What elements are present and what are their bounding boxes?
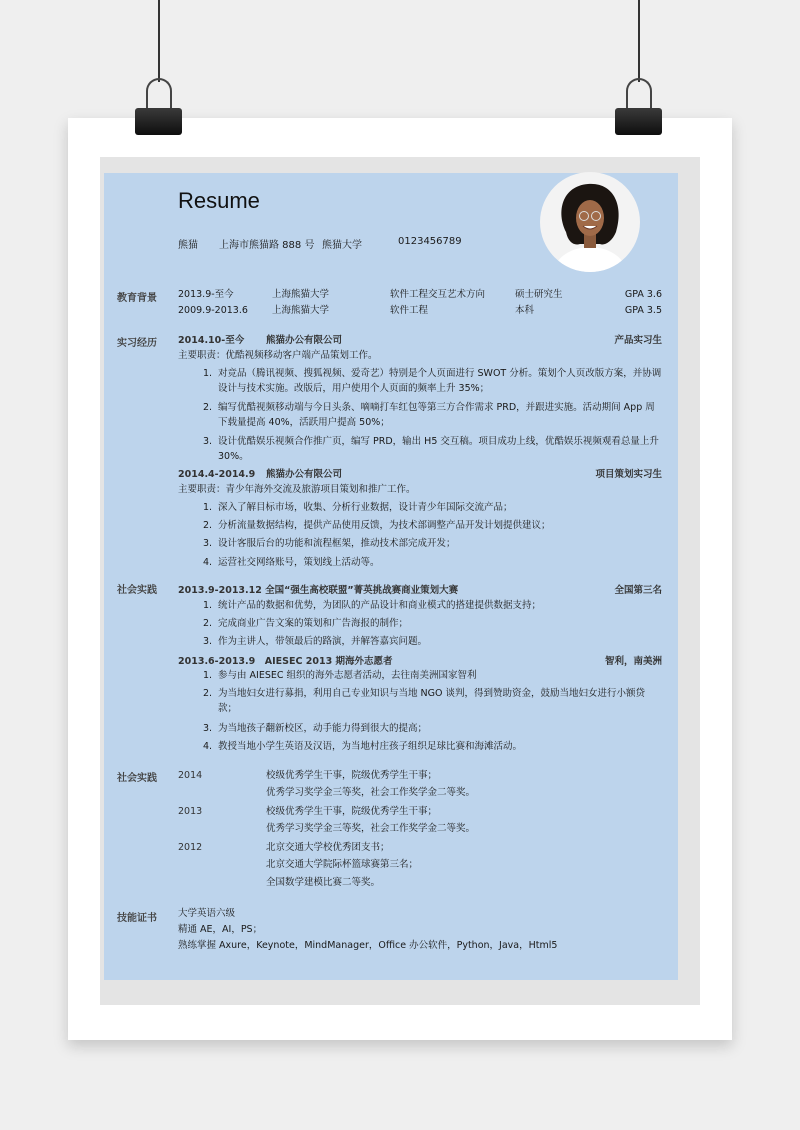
address: 上海市熊猫路 888 号 xyxy=(219,240,315,251)
honor-year: 2012 xyxy=(178,842,203,853)
list-item: 1. 统计产品的数据和优势，为团队的产品设计和商业模式的搭建提供数据支持； xyxy=(203,600,542,611)
hanging-string xyxy=(158,0,160,82)
event-title: 2013.6-2013.9 AIESEC 2013 期海外志愿者 xyxy=(178,656,393,667)
event-header xyxy=(178,583,662,598)
job-period: 2014.10-至今 xyxy=(178,335,245,346)
skill-line: 熟练掌握 Axure，Keynote，MindManager，Office 办公软件，Python，Java，Html5 xyxy=(178,940,558,951)
honor-line: 优秀学习奖学金三等奖，社会工作奖学金二等奖。 xyxy=(266,787,476,798)
job-header xyxy=(178,467,662,482)
list-item: 1. 深入了解目标市场，收集、分析行业数据，设计青少年国际交流产品； xyxy=(203,502,513,513)
honor-line: 优秀学习奖学金三等奖，社会工作奖学金二等奖。 xyxy=(266,823,476,834)
list-item: 2. 分析流量数据结构，提供产品使用反馈，为技术部调整产品开发计划提供建议； xyxy=(203,520,551,531)
list-item: 4. 运营社交网络账号，策划线上活动等。 xyxy=(203,557,380,568)
honor-year: 2014 xyxy=(178,770,203,781)
binder-clip-icon xyxy=(615,108,662,135)
job-duty: 主要职责：优酷视频移动客户端产品策划工作。 xyxy=(178,350,378,361)
list-item: 1. 对竞品（腾讯视频、搜狐视频、爱奇艺）特别是个人页面进行 SWOT 分析。策划个人页改版方案，并协调设计与技术实施。改版后，用户使用个人页面的频率上升 35%； xyxy=(203,368,662,394)
list-item: 2. 为当地妇女进行募捐，利用自己专业知识与当地 NGO 谈判，得到赞助资金，鼓励当地妇女进行小额贷款； xyxy=(203,688,645,714)
edu-degree: 本科 xyxy=(515,305,535,316)
list-item: 2. 完成商业广告文案的策划和广告海报的制作； xyxy=(203,618,409,629)
binder-clip-icon xyxy=(135,108,182,135)
phone: 0123456789 xyxy=(398,236,462,247)
list-item: 3. 设计客服后台的功能和流程框架，推动技术部完成开发； xyxy=(203,538,456,549)
job-company: 熊猫办公有限公司 xyxy=(266,335,343,346)
job-role: 项目策划实习生 xyxy=(595,469,662,480)
honor-line: 北京交通大学校优秀团支书； xyxy=(266,842,390,853)
job-company: 熊猫办公有限公司 xyxy=(266,469,343,480)
edu-major: 软件工程交互艺术方向 xyxy=(390,289,486,300)
section-label-skills: 技能证书 xyxy=(117,913,157,924)
honor-line: 校级优秀学生干事，院级优秀学生干事； xyxy=(266,806,438,817)
resume-title: Resume xyxy=(178,188,260,213)
honor-line: 校级优秀学生干事，院级优秀学生干事； xyxy=(266,770,438,781)
edu-gpa: GPA 3.5 xyxy=(624,305,662,316)
job-header xyxy=(178,333,662,348)
list-item: 1. 参与由 AIESEC 组织的海外志愿者活动，去往南美洲国家智利 xyxy=(203,670,477,681)
list-item: 4. 教授当地小学生英语及汉语，为当地村庄孩子组织足球比赛和海滩活动。 xyxy=(203,741,523,752)
event-result: 智利，南美洲 xyxy=(604,656,662,667)
job-role: 产品实习生 xyxy=(614,335,662,346)
profile-photo xyxy=(540,172,640,272)
skill-line: 大学英语六级 xyxy=(178,908,236,919)
skill-line: 精通 AE，AI，PS； xyxy=(178,924,263,935)
edu-period: 2009.9-2013.6 xyxy=(178,305,248,316)
list-item: 3. 为当地孩子翻新校区，动手能力得到很大的提高； xyxy=(203,723,428,734)
job-duty: 主要职责：青少年海外交流及旅游项目策划和推广工作。 xyxy=(178,484,416,495)
list-item: 3. 作为主讲人，带领最后的路演，并解答嘉宾问题。 xyxy=(203,636,428,647)
event-result: 全国第三名 xyxy=(614,585,662,596)
school: 熊猫大学 xyxy=(322,240,362,251)
event-title: 2013.9-2013.12 全国“强生高校联盟”菁英挑战赛商业策划大赛 xyxy=(178,585,459,596)
section-label-practice: 社会实践 xyxy=(117,585,157,596)
hanging-string xyxy=(638,0,640,82)
edu-period: 2013.9-至今 xyxy=(178,289,234,300)
honor-year: 2013 xyxy=(178,806,203,817)
event-header xyxy=(178,654,662,669)
edu-major: 软件工程 xyxy=(390,305,429,316)
job-period: 2014.4-2014.9 xyxy=(178,469,256,480)
clip-handle xyxy=(146,78,172,112)
section-label-education: 教育背景 xyxy=(117,293,157,304)
list-item: 3. 设计优酷娱乐视频合作推广页，编写 PRD，输出 H5 交互稿。项目成功上线，优酷娱乐视频观看总量上升 30%。 xyxy=(203,436,659,462)
edu-school: 上海熊猫大学 xyxy=(272,305,330,316)
list-item: 2. 编写优酷视频移动端与今日头条、嘀嘀打车红包等第三方合作需求 PRD，并跟进实施。活动期间 App 周下载量提高 40%，活跃用户提高 50%； xyxy=(203,402,655,428)
edu-gpa: GPA 3.6 xyxy=(624,289,662,300)
honor-line: 北京交通大学院际杯篮球赛第三名； xyxy=(266,859,419,870)
section-label-internship: 实习经历 xyxy=(117,338,157,349)
honor-line: 全国数学建模比赛二等奖。 xyxy=(266,877,381,888)
clip-handle xyxy=(626,78,652,112)
edu-degree: 硕士研究生 xyxy=(515,289,563,300)
edu-school: 上海熊猫大学 xyxy=(272,289,330,300)
name: 熊猫 xyxy=(178,240,198,251)
section-label-honors: 社会实践 xyxy=(117,773,157,784)
